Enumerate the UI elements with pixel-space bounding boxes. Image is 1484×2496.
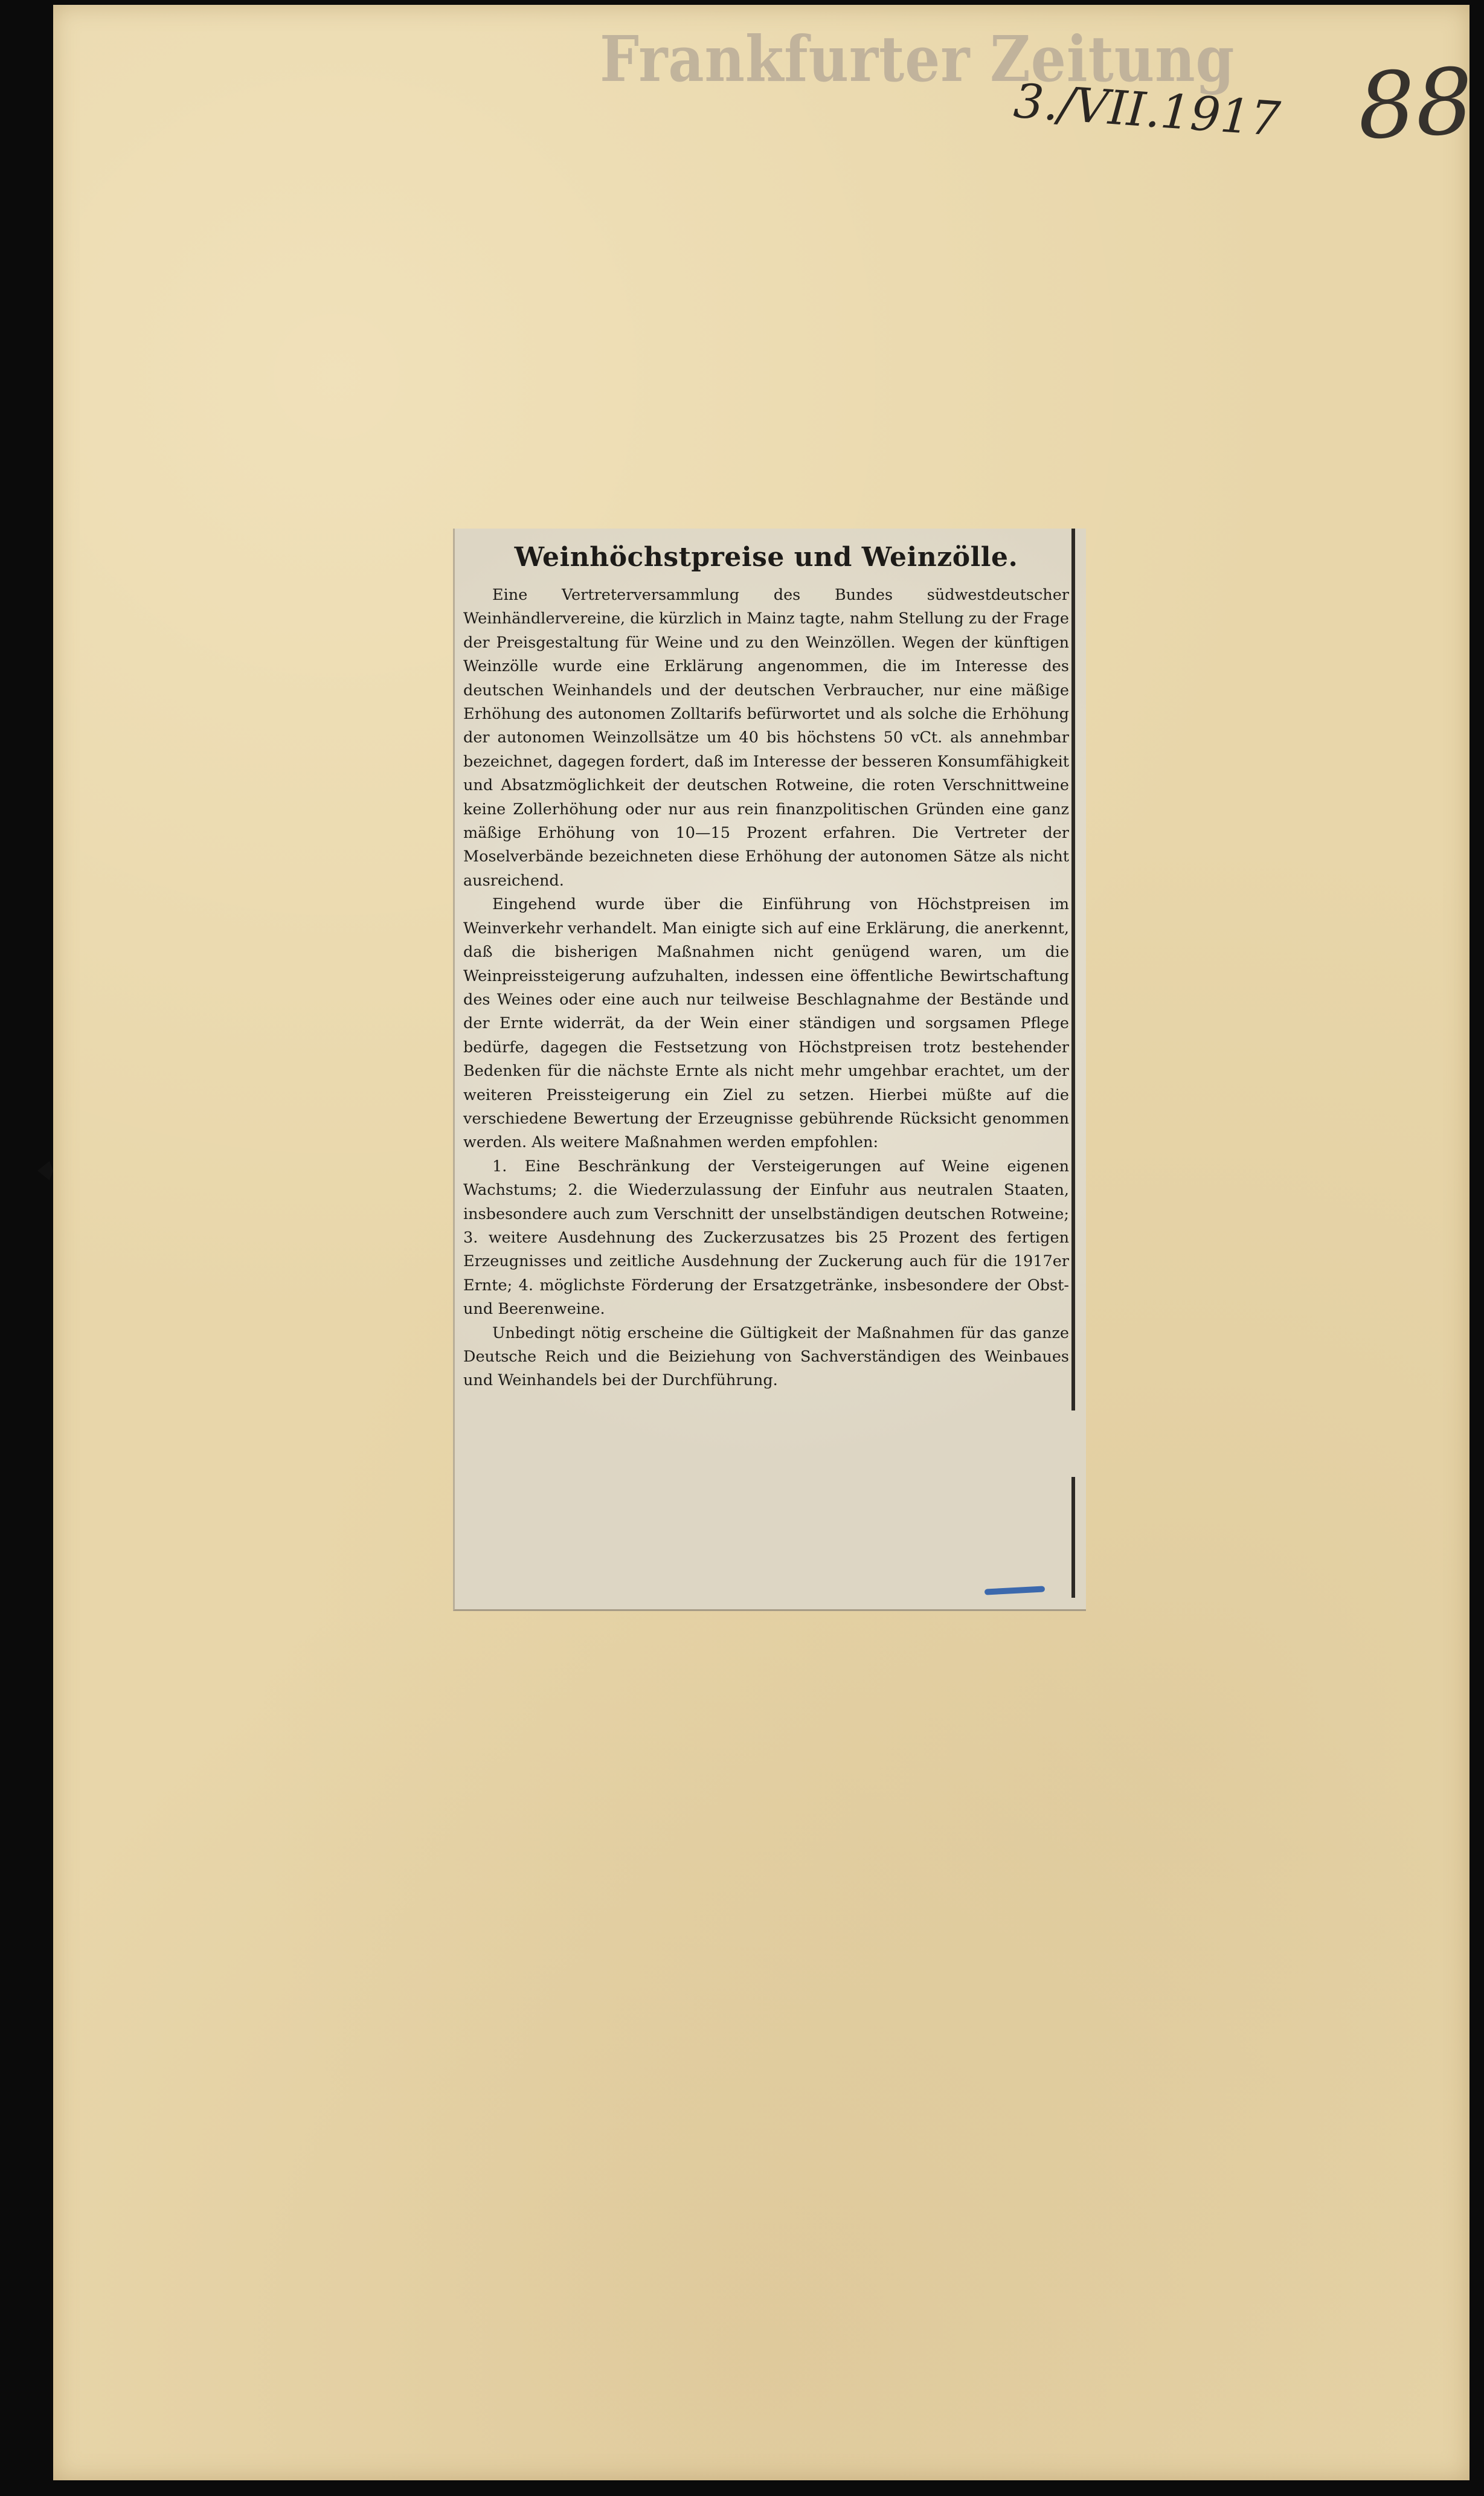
clipping-paragraph: Unbedingt nötig erscheine die Gültigkeit der Maßnahmen für das ganze Deutsche Reich und die Beiziehung von Sachverständigen des Weinbaues und Weinhandels bei der Durchführung. (463, 1324, 1069, 1390)
clipping-paragraph: 1. Eine Beschränkung der Versteigerungen auf Weine eigenen Wachstums; 2. die Wiederzulassung der Einfuhr aus neutralen Staaten, insbesondere auch zum Verschnitt der unselbständigen deutschen Rotweine; 3. weitere Ausdehnung des Zuckerzusatzes bis 25 Prozent des fertigen Erzeugnisses und zeitliche Ausdehnung der Zuckerung auch für die 1917er Ernte; 4. möglichste Förderung der Ersatzgetränke, insbesondere der Obst- und Beerenweine. (463, 1157, 1069, 1319)
handwritten-date: 3./VII.1917 (1012, 74, 1282, 147)
handwritten-page-number: 88 (1355, 49, 1476, 160)
clipping-title: Weinhöchstpreise und Weinzölle. (514, 542, 1018, 573)
column-rule (1071, 529, 1075, 1410)
column-rule (1071, 1477, 1075, 1598)
clipping-paragraph: Eine Vertreterversammlung des Bundes südwestdeutscher Weinhändlervereine, die kürzlich in Mainz tagte, nahm Stellung zu der Frage der Preisgestaltung für Weine und zu den Weinzöllen. Wegen der künftigen Weinzölle wurde eine Erklärung angenommen, die im Interesse des deutschen Weinhandels und der deutschen Verbraucher, nur eine mäßige Erhöhung des autonomen Zolltarifs befürwortet und als solche die Erhöhung der autonomen Weinzollsätze um 40 bis höchstens 50 vCt. als annehmbar bezeichnet, dagegen fordert, daß im Interesse der besseren Konsumfähigkeit und Absatzmöglichkeit der deutschen Rotweine, die roten Verschnittweine keine Zollerhöhung oder nur aus rein finanzpolitischen Gründen eine ganz mäßige Erhöhung von 10—15 Prozent erfahren. Die Vertreter der Moselverbände bezeichneten diese Erhöhung der autonomen Sätze als nicht ausreichend. (463, 586, 1069, 890)
newspaper-clipping (453, 529, 1086, 1611)
clipping-paragraph: Eingehend wurde über die Einführung von Höchstpreisen im Weinverkehr verhandelt. Man einigte sich auf eine Erklärung, die anerkennt, daß die bisherigen Maßnahmen nicht genügend waren, um die Weinpreissteigerung aufzuhalten, indessen eine öffentliche Bewirtschaftung des Weines oder eine auch nur teilweise Beschlagnahme der Bestände und der Ernte widerrät, da der Wein einer ständigen und sorgsamen Pflege bedürfe, dagegen die Festsetzung von Höchstpreisen trotz bestehender Bedenken für die nächste Ernte als nicht mehr umgehbar erachtet, um der weiteren Preissteigerung ein Ziel zu setzen. Hierbei müßte auf die verschiedene Bewertung der Erzeugnisse gebührende Rücksicht genommen werden. Als weitere Maßnahmen werden empfohlen: (463, 895, 1069, 1152)
punch-hole-icon (36, 1159, 54, 1183)
newspaper-stamp: Frankfurter Zeitung (600, 22, 1235, 96)
